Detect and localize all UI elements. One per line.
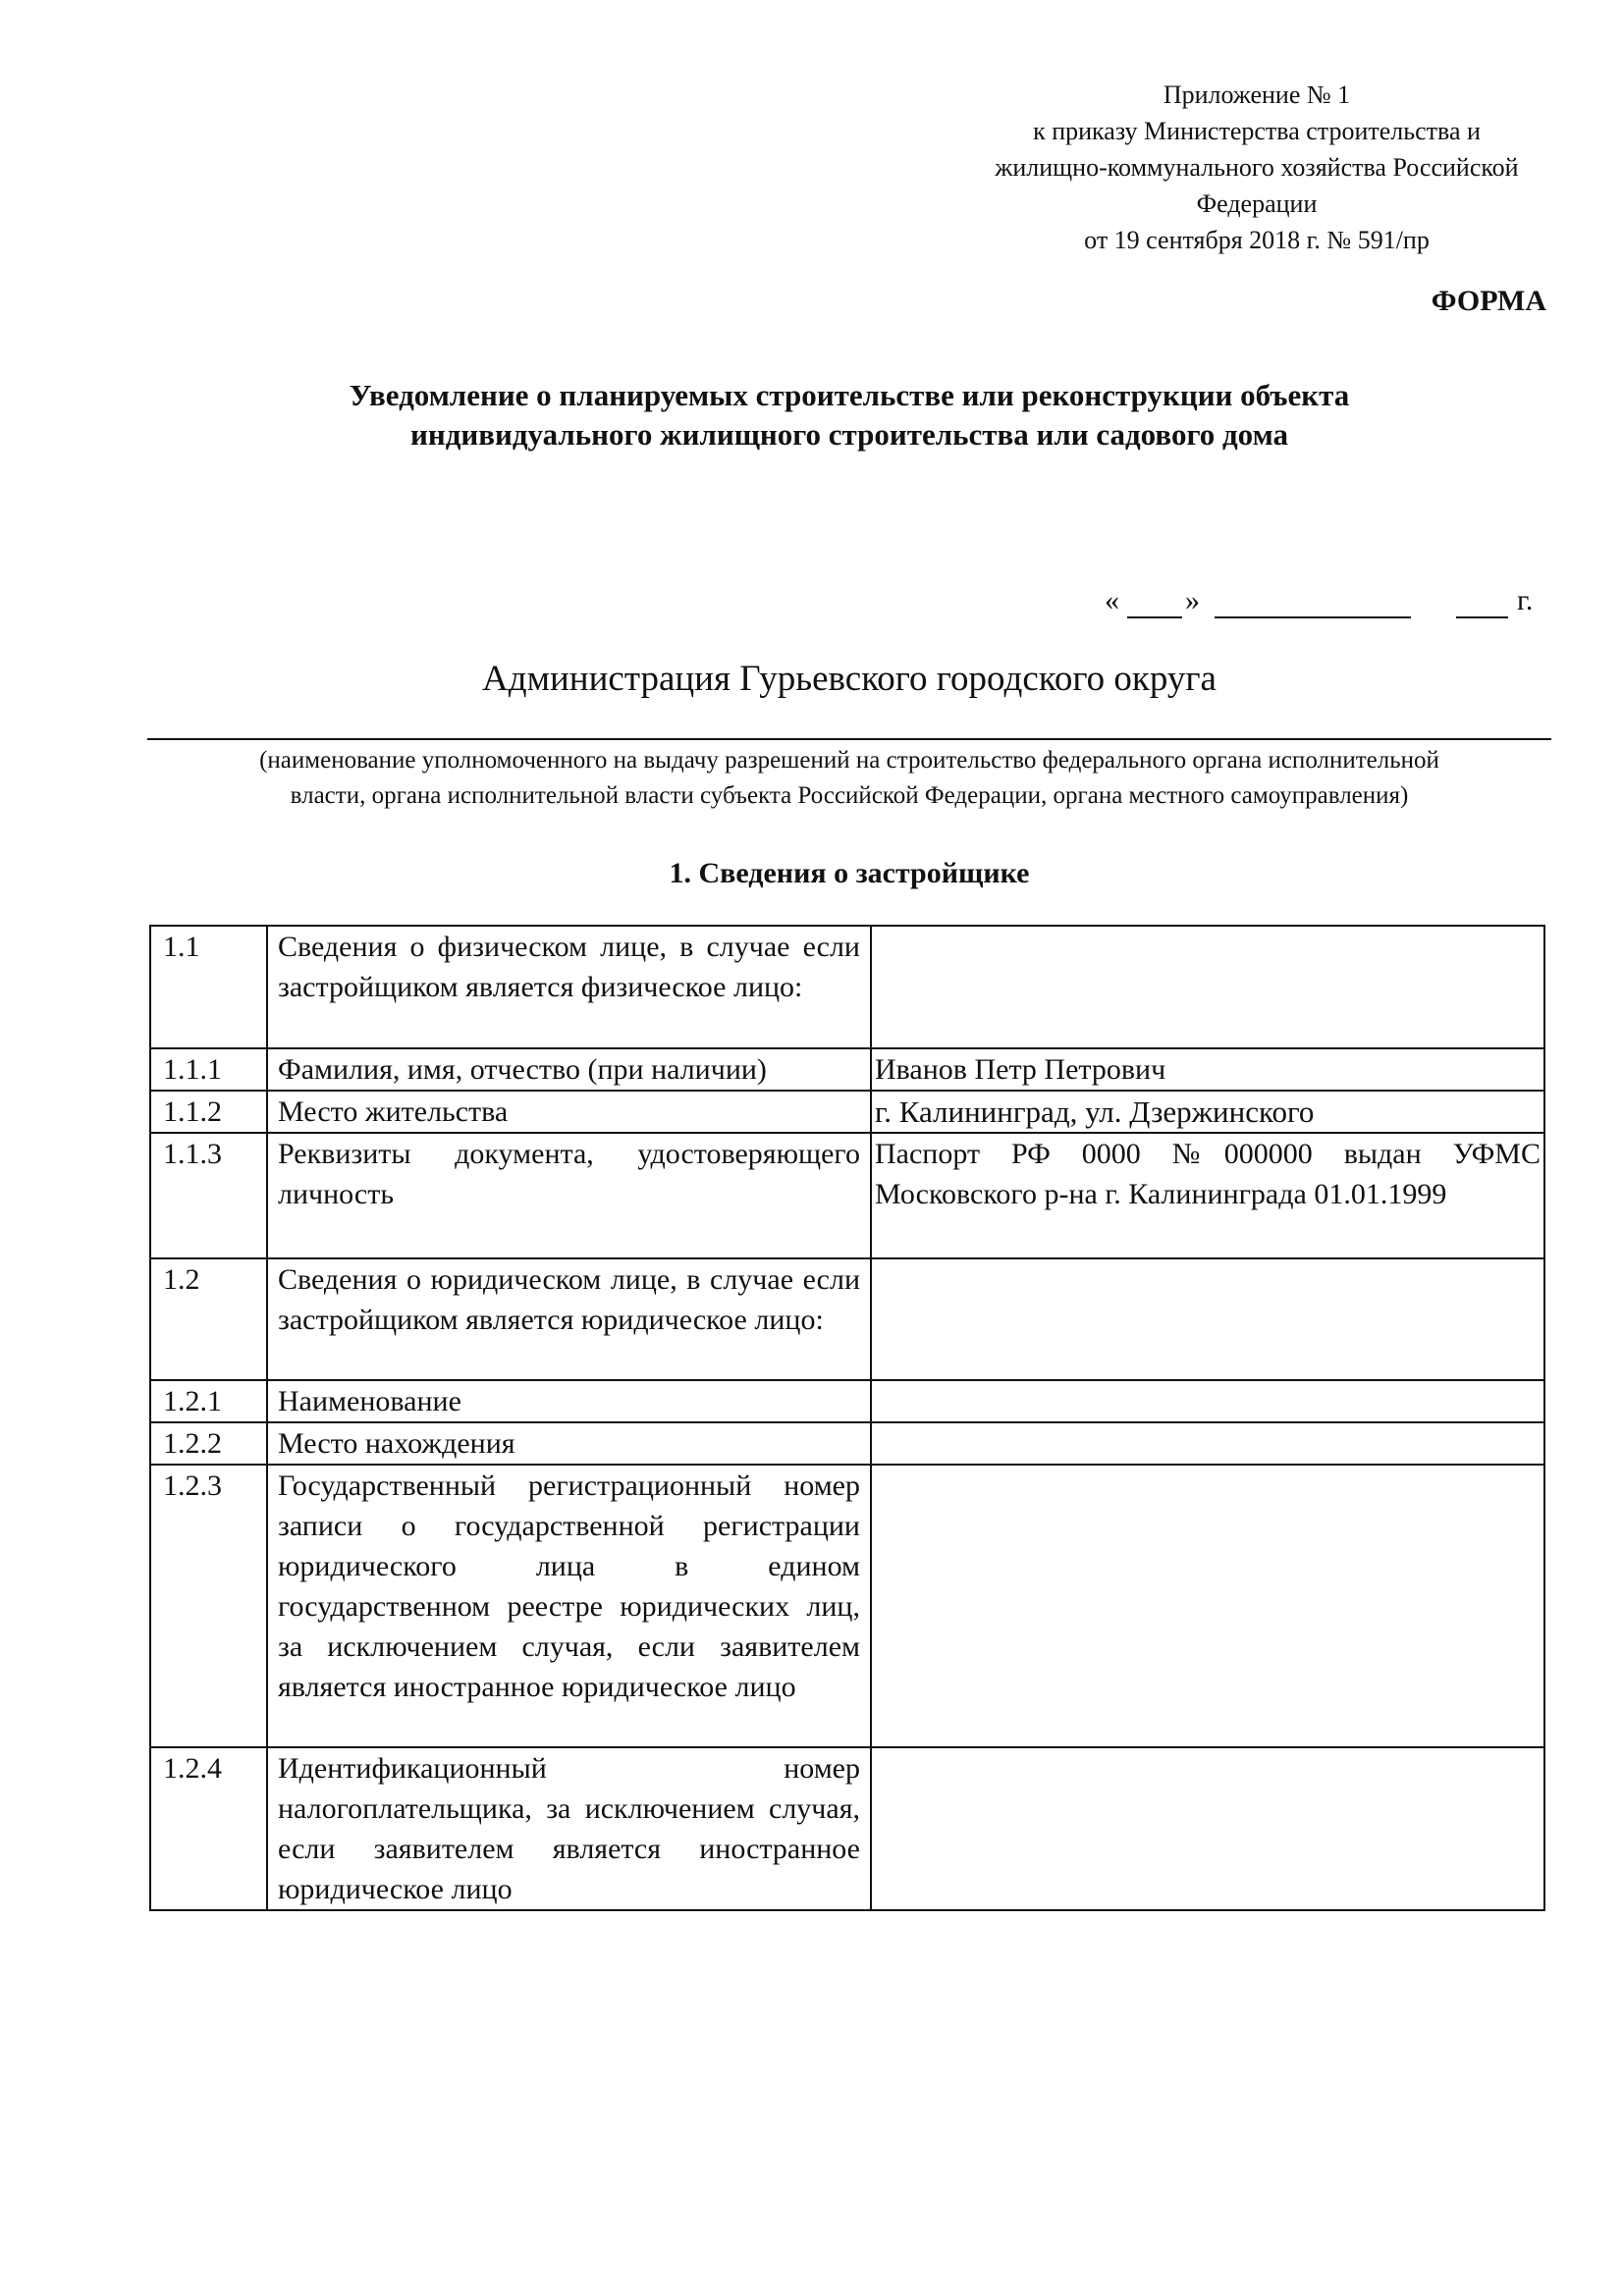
table-row [150,1258,1544,1380]
authority-name: Администрация Гурьевского городского округа [482,659,1217,699]
appendix-line: Приложение № 1 [1163,80,1351,109]
row-number: 1.1.2 [150,1091,267,1133]
form-label: ФОРМА [1431,285,1546,317]
row-label: Сведения о физическом лице, в случае если застройщиком является физическое лицо: [267,926,871,1048]
table-row [150,926,1544,1048]
row-value: Паспорт РФ 0000 №000000 выдан УФМС Московского р-на г. Калининграда 01.01.1999 [871,1133,1544,1258]
row-number: 1.1 [150,926,267,1048]
date-close-quote: » [1185,584,1200,616]
appendix-line: жилищно-коммунального хозяйства Российской [995,153,1519,182]
row-value [871,926,1544,1048]
table-row [150,1422,1544,1465]
appendix-line: к приказу Министерства строительства и [1033,117,1481,145]
document-title [147,376,1551,454]
year-blank [1456,616,1508,618]
appendix-line: Федерации [1196,189,1318,218]
row-label: Наименование [267,1380,871,1422]
row-label: Место нахождения [267,1422,871,1465]
month-blank [1215,616,1411,618]
section-heading: 1. Сведения о застройщике [669,857,1030,889]
row-number: 1.2 [150,1258,267,1380]
row-label: Государственный регистрационный номер записи о государственной регистрации юридического лица в едином государственном реестре юридических лиц, за исключением случая, если заявителем является иностранное юридическое лицо [267,1465,871,1747]
row-label: Сведения о юридическом лице, в случае если застройщиком является юридическое лицо: [267,1258,871,1380]
row-number: 1.2.2 [150,1422,267,1465]
table-row [150,1133,1544,1258]
date-line [1080,579,1551,628]
table-row [150,1747,1544,1910]
row-value [871,1422,1544,1465]
authority-caption-line: (наименование уполномоченного на выдачу разрешений на строительство федерального органа исполнительной [259,747,1439,774]
row-number: 1.1.3 [150,1133,267,1258]
row-value [871,1258,1544,1380]
day-blank [1127,616,1182,618]
table-row [150,1091,1544,1133]
authority-caption [147,743,1551,814]
row-number: 1.1.1 [150,1048,267,1091]
row-number: 1.2.3 [150,1465,267,1747]
table-row [150,1465,1544,1747]
appendix-line: от 19 сентября 2018 г. № 591/пр [1084,226,1430,254]
developer-info-table [149,925,1545,1911]
table-row [150,1380,1544,1422]
row-label: Место жительства [267,1091,871,1133]
row-number: 1.2.4 [150,1747,267,1910]
row-value: г. Калининград, ул. Дзержинского [871,1091,1544,1133]
table-row [150,1048,1544,1091]
year-suffix: г. [1517,584,1534,616]
row-value [871,1747,1544,1910]
document-title-line: индивидуального жилищного строительства или садового дома [409,417,1288,452]
document-title-line: Уведомление о планируемых строительстве или реконструкции объекта [349,378,1350,412]
row-value: Иванов Петр Петрович [871,1048,1544,1091]
row-label: Идентификационный номер налогоплательщика, за исключением случая, если заявителем является иностранное юридическое лицо [267,1747,871,1910]
appendix-reference [962,77,1551,258]
row-label: Реквизиты документа, удостоверяющего личность [267,1133,871,1258]
date-open-quote: « [1105,584,1119,616]
row-number: 1.2.1 [150,1380,267,1422]
row-value [871,1465,1544,1747]
row-label: Фамилия, имя, отчество (при наличии) [267,1048,871,1091]
row-value [871,1380,1544,1422]
authority-underline [147,738,1551,740]
authority-caption-line: власти, органа исполнительной власти субъекта Российской Федерации, органа местного самоуправления) [290,782,1409,809]
